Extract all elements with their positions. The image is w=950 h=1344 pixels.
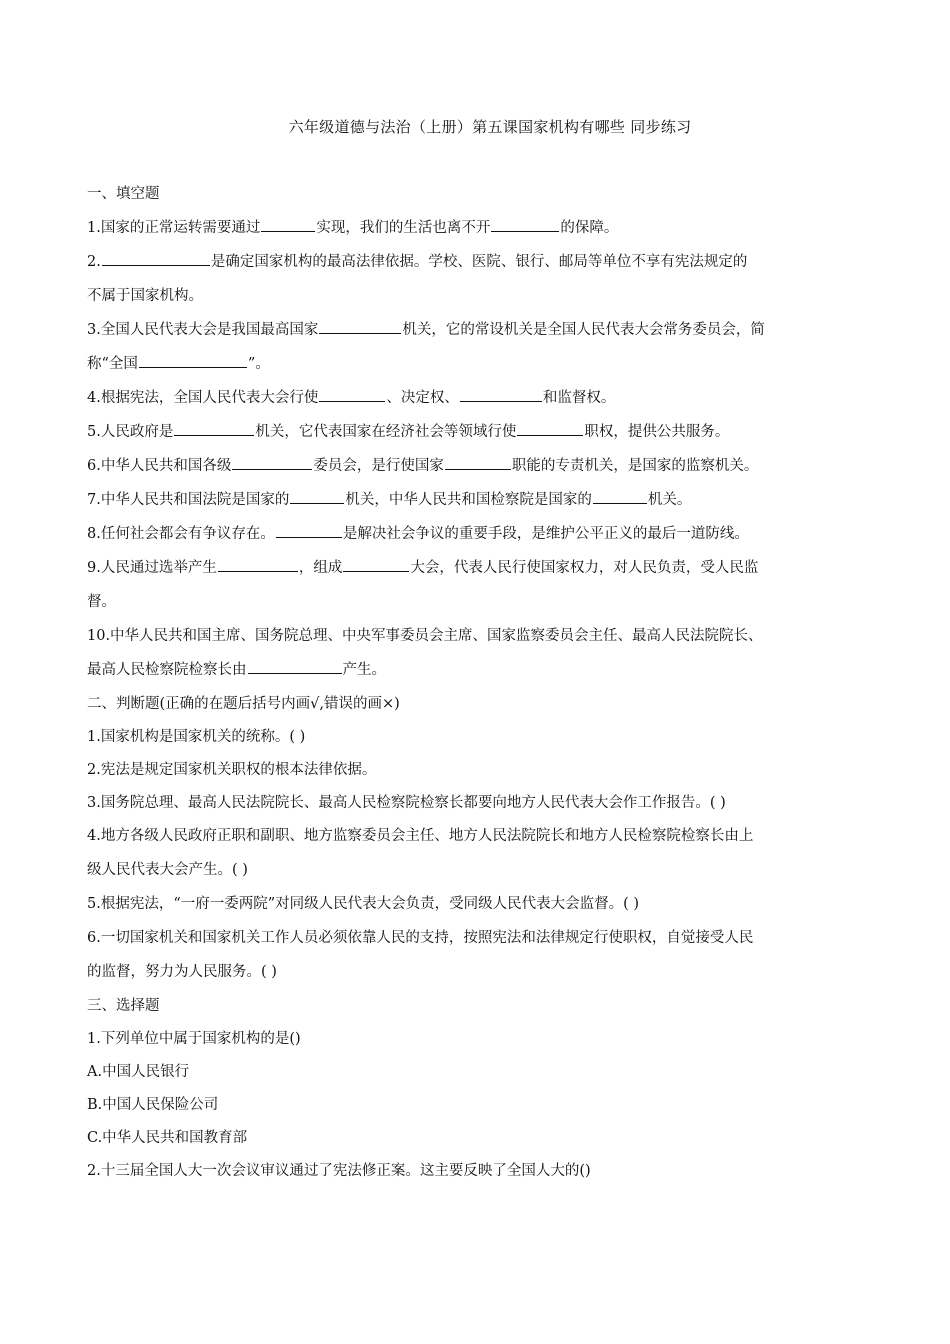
answer-blank[interactable] (343, 557, 409, 572)
judge-question-4-cont: 级人民代表大会产生。( ) (87, 862, 248, 878)
fill-question-3-cont: 称“全国 ”。 (87, 353, 877, 387)
fill-question-5: 5.人民政府是 机关，它代表国家在经济社会等领域行使 职权，提供公共服务。 (87, 421, 877, 455)
fill-question-8: 8.任何社会都会有争议存在。 是解决社会争议的重要手段，是维护公平正义的最后一道防线。 (87, 523, 877, 557)
fill-question-7: 7.中华人民共和国法院是国家的 机关，中华人民共和国检察院是国家的 机关。 (87, 489, 877, 523)
judge-question-2: 2.宪法是规定国家机关职权的根本法律依据。 (87, 762, 377, 778)
fill-question-3: 3.全国人民代表大会是我国最高国家 机关，它的常设机关是全国人民代表大会常务委员会，简 (87, 319, 877, 353)
answer-blank[interactable] (248, 659, 342, 674)
answer-blank[interactable] (491, 217, 559, 232)
answer-blank[interactable] (174, 421, 254, 436)
page-title: 六年级道德与法治（上册）第五课国家机构有哪些 同步练习 (288, 118, 692, 136)
answer-blank[interactable] (445, 455, 511, 470)
answer-blank[interactable] (102, 251, 210, 266)
answer-blank[interactable] (139, 353, 247, 368)
fill-question-10-cont: 最高人民检察院检察长由 产生。 (87, 659, 877, 693)
choice-question-2: 2.十三届全国人大一次会议审议通过了宪法修正案。这主要反映了全国人大的() (87, 1163, 591, 1179)
judge-question-5: 5.根据宪法，“一府一委两院”对同级人民代表大会负责，受同级人民代表大会监督。( ) (87, 896, 640, 912)
answer-blank[interactable] (261, 217, 315, 232)
answer-blank[interactable] (319, 387, 385, 402)
section-heading-judge: 二、判断题(正确的在题后括号内画√,错误的画×) (87, 696, 400, 712)
section-heading-choice: 三、选择题 (87, 998, 160, 1014)
document-body (87, 183, 877, 1193)
judge-question-1: 1.国家机构是国家机关的统称。( ) (87, 729, 306, 745)
choice-option-a: A.中国人民银行 (87, 1064, 190, 1080)
judge-question-3: 3.国务院总理、最高人民法院院长、最高人民检察院检察长都要向地方人民代表大会作工作报告。( ) (87, 795, 726, 811)
fill-question-4: 4.根据宪法，全国人民代表大会行使 、决定权、 和监督权。 (87, 387, 877, 421)
answer-blank[interactable] (218, 557, 298, 572)
judge-question-6-cont: 的监督，努力为人民服务。( ) (87, 964, 277, 980)
choice-option-c: C.中华人民共和国教育部 (87, 1130, 248, 1146)
answer-blank[interactable] (232, 455, 312, 470)
answer-blank[interactable] (593, 489, 647, 504)
choice-option-b: B.中国人民保险公司 (87, 1097, 219, 1113)
answer-blank[interactable] (276, 523, 342, 538)
fill-question-2-cont: 不属于国家机构。 (87, 288, 203, 304)
fill-question-2: 2. 是确定国家机构的最高法律依据。学校、医院、银行、邮局等单位不享有宪法规定的 (87, 251, 877, 285)
section-heading-fill: 一、填空题 (87, 186, 160, 202)
answer-blank[interactable] (319, 319, 401, 334)
judge-question-4: 4.地方各级人民政府正职和副职、地方监察委员会主任、地方人民法院院长和地方人民检察院检察长由上 (87, 828, 754, 844)
fill-question-1: 1.国家的正常运转需要通过 实现，我们的生活也离不开 的保障。 (87, 217, 877, 251)
judge-question-6: 6.一切国家机关和国家机关工作人员必须依靠人民的支持，按照宪法和法律规定行使职权，自觉接受人民 (87, 930, 754, 946)
choice-question-1: 1.下列单位中属于国家机构的是() (87, 1031, 301, 1047)
fill-question-9: 9.人民通过选举产生 ，组成 大会，代表人民行使国家权力，对人民负责，受人民监 (87, 557, 877, 591)
fill-question-6: 6.中华人民共和国各级 委员会，是行使国家 职能的专责机关，是国家的监察机关。 (87, 455, 877, 489)
answer-blank[interactable] (290, 489, 344, 504)
fill-question-9-cont: 督。 (87, 594, 116, 610)
answer-blank[interactable] (460, 387, 542, 402)
fill-question-10: 10.中华人民共和国主席、国务院总理、中央军事委员会主席、国家监察委员会主任、最高人民法院院长、 (87, 628, 763, 644)
answer-blank[interactable] (517, 421, 583, 436)
